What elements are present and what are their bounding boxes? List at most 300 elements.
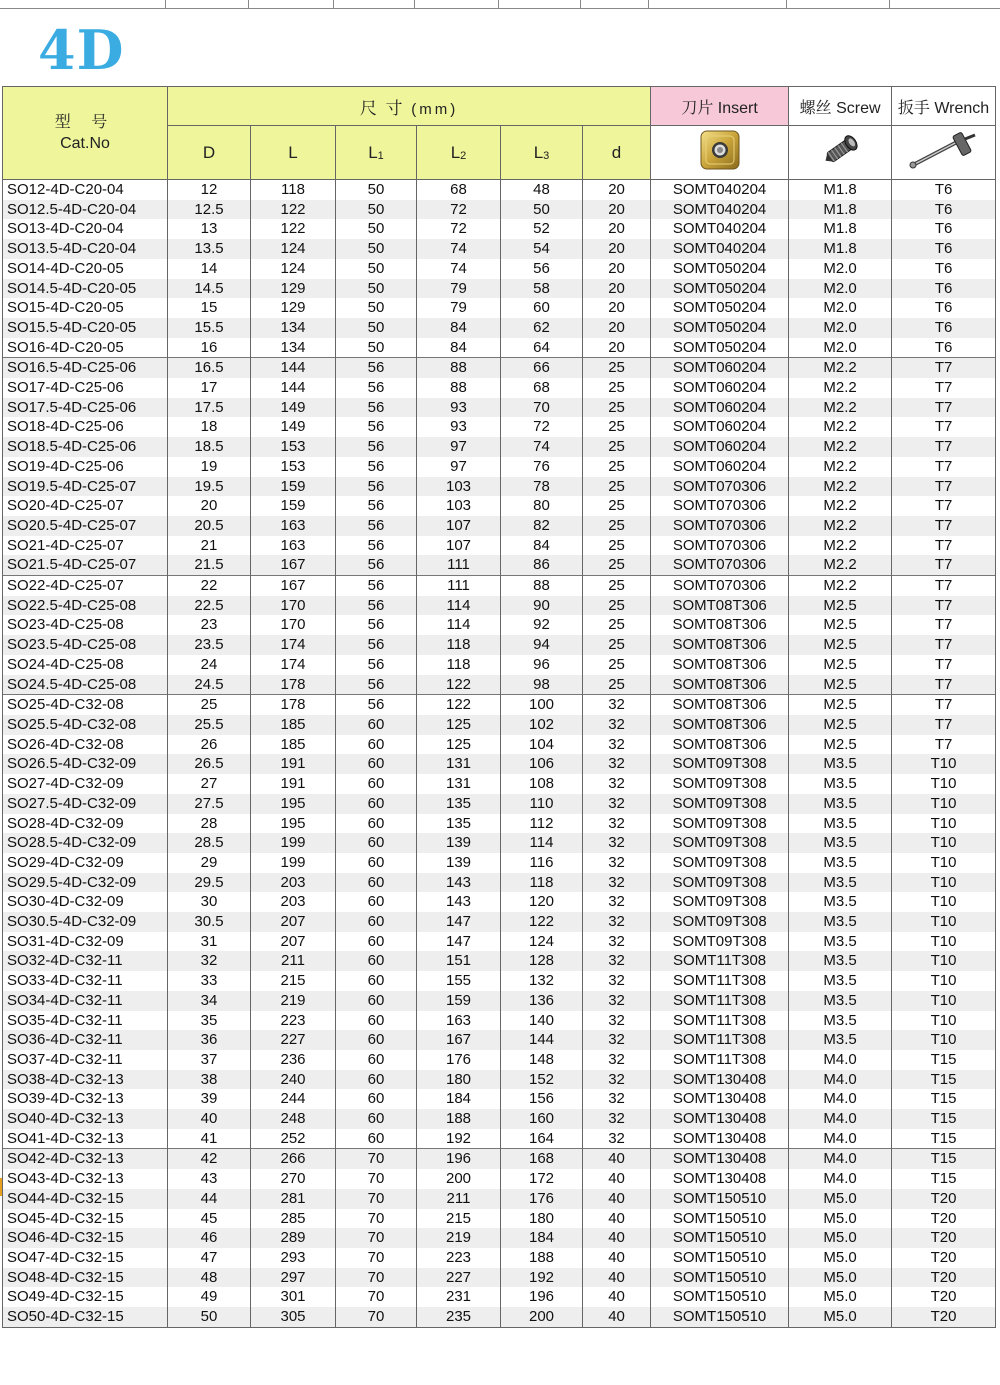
table-row [3, 675, 996, 695]
cell-L: 167 [251, 555, 336, 575]
cell-D: 20.5 [168, 516, 251, 536]
cell-insert: SOMT130408 [651, 1129, 789, 1149]
table-row [3, 180, 996, 200]
cell-screw: M3.5 [789, 932, 892, 952]
cell-L3: 164 [501, 1129, 583, 1149]
cell-cat-no: SO14-4D-C20-05 [3, 259, 168, 279]
table-row [3, 853, 996, 873]
cell-D: 22.5 [168, 596, 251, 616]
previous-table-edge [0, 0, 1000, 9]
cell-insert: SOMT060204 [651, 457, 789, 477]
cell-cat-no: SO40-4D-C32-13 [3, 1109, 168, 1129]
cell-D: 21 [168, 536, 251, 556]
cell-L1: 60 [336, 833, 417, 853]
cell-L1: 60 [336, 932, 417, 952]
cell-wrench: T20 [892, 1228, 996, 1248]
cell-L1: 56 [336, 417, 417, 437]
wrench-header: 扳手 Wrench [892, 87, 996, 126]
cell-L3: 172 [501, 1169, 583, 1189]
cell-wrench: T7 [892, 378, 996, 398]
cell-insert: SOMT11T308 [651, 1050, 789, 1070]
table-row [3, 596, 996, 616]
cell-cat-no: SO34-4D-C32-11 [3, 991, 168, 1011]
cell-wrench: T10 [892, 1030, 996, 1050]
cell-wrench: T7 [892, 675, 996, 695]
cell-D: 17 [168, 378, 251, 398]
cell-wrench: T6 [892, 298, 996, 318]
cell-wrench: T7 [892, 576, 996, 596]
cell-L2: 74 [417, 239, 501, 259]
cell-L: 227 [251, 1030, 336, 1050]
insert-image-cell [651, 126, 789, 180]
cell-wrench: T10 [892, 873, 996, 893]
cell-cat-no: SO42-4D-C32-13 [3, 1149, 168, 1169]
cell-d: 32 [583, 794, 651, 814]
cell-L1: 50 [336, 180, 417, 200]
cell-cat-no: SO47-4D-C32-15 [3, 1248, 168, 1268]
cell-d: 32 [583, 1050, 651, 1070]
cell-screw: M2.0 [789, 298, 892, 318]
cell-d: 25 [583, 516, 651, 536]
cell-L: 124 [251, 259, 336, 279]
cell-d: 32 [583, 912, 651, 932]
cell-cat-no: SO41-4D-C32-13 [3, 1129, 168, 1149]
cell-insert: SOMT130408 [651, 1149, 789, 1169]
cell-L: 167 [251, 576, 336, 596]
cell-L1: 56 [336, 496, 417, 516]
cell-wrench: T7 [892, 398, 996, 418]
cell-L2: 88 [417, 378, 501, 398]
cell-wrench: T20 [892, 1287, 996, 1307]
cell-cat-no: SO20.5-4D-C25-07 [3, 516, 168, 536]
cell-L: 144 [251, 378, 336, 398]
cell-L3: 100 [501, 695, 583, 715]
cell-L2: 118 [417, 635, 501, 655]
cell-wrench: T7 [892, 596, 996, 616]
cell-d: 32 [583, 932, 651, 952]
cell-d: 40 [583, 1149, 651, 1169]
cell-wrench: T10 [892, 951, 996, 971]
table-row [3, 1050, 996, 1070]
cell-L1: 56 [336, 398, 417, 418]
cell-L2: 135 [417, 814, 501, 834]
cell-L2: 196 [417, 1149, 501, 1169]
table-row [3, 1307, 996, 1327]
cell-L2: 97 [417, 457, 501, 477]
cell-D: 25.5 [168, 715, 251, 735]
cell-L: 185 [251, 715, 336, 735]
cell-wrench: T10 [892, 892, 996, 912]
cell-screw: M2.2 [789, 457, 892, 477]
spec-table [2, 86, 996, 1328]
cell-L3: 70 [501, 398, 583, 418]
cell-cat-no: SO31-4D-C32-09 [3, 932, 168, 952]
cell-L: 240 [251, 1070, 336, 1090]
cell-screw: M5.0 [789, 1268, 892, 1288]
cell-L2: 180 [417, 1070, 501, 1090]
table-row [3, 200, 996, 220]
cell-insert: SOMT050204 [651, 318, 789, 338]
cell-D: 15.5 [168, 318, 251, 338]
cell-cat-no: SO21-4D-C25-07 [3, 536, 168, 556]
cell-cat-no: SO14.5-4D-C20-05 [3, 279, 168, 299]
cell-D: 46 [168, 1228, 251, 1248]
cell-L1: 70 [336, 1169, 417, 1189]
cell-screw: M3.5 [789, 1030, 892, 1050]
cell-insert: SOMT060204 [651, 398, 789, 418]
cell-d: 32 [583, 1030, 651, 1050]
cell-d: 25 [583, 615, 651, 635]
cell-L3: 68 [501, 378, 583, 398]
cell-D: 20 [168, 496, 251, 516]
table-row [3, 1011, 996, 1031]
cell-L2: 184 [417, 1089, 501, 1109]
cell-D: 23.5 [168, 635, 251, 655]
cell-L: 124 [251, 239, 336, 259]
table-row [3, 615, 996, 635]
cell-wrench: T10 [892, 853, 996, 873]
cell-L3: 152 [501, 1070, 583, 1090]
cell-L: 266 [251, 1149, 336, 1169]
cell-L2: 215 [417, 1209, 501, 1229]
cell-L3: 122 [501, 912, 583, 932]
cell-screw: M2.5 [789, 635, 892, 655]
cell-L2: 111 [417, 555, 501, 575]
cat-no-header [3, 87, 168, 180]
cell-screw: M2.2 [789, 516, 892, 536]
cell-L1: 60 [336, 754, 417, 774]
cell-wrench: T7 [892, 536, 996, 556]
table-row [3, 991, 996, 1011]
cell-insert: SOMT050204 [651, 279, 789, 299]
cell-cat-no: SO18.5-4D-C25-06 [3, 437, 168, 457]
cell-D: 45 [168, 1209, 251, 1229]
cell-L3: 176 [501, 1189, 583, 1209]
cell-screw: M3.5 [789, 892, 892, 912]
table-row [3, 477, 996, 497]
cell-insert: SOMT09T308 [651, 814, 789, 834]
cell-d: 25 [583, 437, 651, 457]
cell-screw: M4.0 [789, 1149, 892, 1169]
cell-wrench: T15 [892, 1109, 996, 1129]
cell-screw: M2.2 [789, 398, 892, 418]
cell-L1: 50 [336, 239, 417, 259]
cell-L3: 114 [501, 833, 583, 853]
cell-D: 49 [168, 1287, 251, 1307]
cell-d: 32 [583, 991, 651, 1011]
cell-screw: M3.5 [789, 873, 892, 893]
cell-d: 32 [583, 754, 651, 774]
cell-L1: 56 [336, 457, 417, 477]
cell-screw: M2.2 [789, 536, 892, 556]
cell-d: 40 [583, 1268, 651, 1288]
cell-wrench: T10 [892, 932, 996, 952]
cell-d: 32 [583, 814, 651, 834]
cell-L: 203 [251, 892, 336, 912]
cell-d: 20 [583, 259, 651, 279]
cell-D: 44 [168, 1189, 251, 1209]
cell-L3: 72 [501, 417, 583, 437]
table-row [3, 892, 996, 912]
cell-L1: 60 [336, 715, 417, 735]
cell-D: 19.5 [168, 477, 251, 497]
cell-L2: 167 [417, 1030, 501, 1050]
cell-screw: M2.5 [789, 695, 892, 715]
cell-cat-no: SO30-4D-C32-09 [3, 892, 168, 912]
cell-wrench: T15 [892, 1089, 996, 1109]
cell-D: 18 [168, 417, 251, 437]
cell-L2: 163 [417, 1011, 501, 1031]
cell-wrench: T6 [892, 259, 996, 279]
cell-d: 32 [583, 1089, 651, 1109]
cell-cat-no: SO27-4D-C32-09 [3, 774, 168, 794]
cell-L1: 70 [336, 1307, 417, 1327]
cell-L: 289 [251, 1228, 336, 1248]
cell-d: 20 [583, 318, 651, 338]
insert-header: 刀片 Insert [651, 87, 789, 126]
cell-L2: 103 [417, 496, 501, 516]
cell-L: 297 [251, 1268, 336, 1288]
cell-d: 32 [583, 892, 651, 912]
cell-d: 20 [583, 239, 651, 259]
cell-d: 32 [583, 873, 651, 893]
table-row [3, 1169, 996, 1189]
table-row [3, 239, 996, 259]
cell-insert: SOMT040204 [651, 200, 789, 220]
cell-cat-no: SO25-4D-C32-08 [3, 695, 168, 715]
cell-cat-no: SO26-4D-C32-08 [3, 735, 168, 755]
cell-screw: M1.8 [789, 200, 892, 220]
cell-cat-no: SO15-4D-C20-05 [3, 298, 168, 318]
table-row [3, 555, 996, 575]
cell-screw: M5.0 [789, 1307, 892, 1327]
cell-L1: 60 [336, 1030, 417, 1050]
cell-L: 178 [251, 695, 336, 715]
cell-L: 199 [251, 833, 336, 853]
col-header-L1-sub: 1 [377, 149, 384, 162]
table-row [3, 814, 996, 834]
cell-L2: 223 [417, 1248, 501, 1268]
cell-d: 20 [583, 219, 651, 239]
cell-wrench: T10 [892, 912, 996, 932]
cell-L2: 74 [417, 259, 501, 279]
cat-no-header-zh: 型 号 [54, 114, 116, 131]
col-header-L3-base: L [533, 142, 544, 162]
cell-D: 40 [168, 1109, 251, 1129]
col-header-L3 [501, 126, 583, 180]
cell-insert: SOMT08T306 [651, 695, 789, 715]
cell-L3: 140 [501, 1011, 583, 1031]
cell-cat-no: SO44-4D-C32-15 [3, 1189, 168, 1209]
cell-L: 195 [251, 814, 336, 834]
cell-D: 33 [168, 971, 251, 991]
cell-L1: 56 [336, 477, 417, 497]
cell-L: 149 [251, 417, 336, 437]
cell-L1: 50 [336, 298, 417, 318]
cell-L: 170 [251, 596, 336, 616]
cell-screw: M1.8 [789, 219, 892, 239]
cell-d: 25 [583, 675, 651, 695]
cell-wrench: T15 [892, 1169, 996, 1189]
cell-cat-no: SO45-4D-C32-15 [3, 1209, 168, 1229]
cell-cat-no: SO19.5-4D-C25-07 [3, 477, 168, 497]
cell-L: 219 [251, 991, 336, 1011]
cell-cat-no: SO22-4D-C25-07 [3, 576, 168, 596]
cell-D: 27.5 [168, 794, 251, 814]
cell-L: 293 [251, 1248, 336, 1268]
cell-screw: M3.5 [789, 1011, 892, 1031]
cell-insert: SOMT040204 [651, 180, 789, 200]
cell-d: 40 [583, 1228, 651, 1248]
cell-D: 12 [168, 180, 251, 200]
cell-cat-no: SO25.5-4D-C32-08 [3, 715, 168, 735]
cell-screw: M4.0 [789, 1050, 892, 1070]
cell-wrench: T7 [892, 715, 996, 735]
cell-wrench: T6 [892, 239, 996, 259]
cell-L1: 50 [336, 318, 417, 338]
cell-insert: SOMT09T308 [651, 794, 789, 814]
cell-wrench: T7 [892, 615, 996, 635]
cell-L3: 128 [501, 951, 583, 971]
cell-L3: 54 [501, 239, 583, 259]
cell-wrench: T10 [892, 1011, 996, 1031]
cell-d: 32 [583, 833, 651, 853]
cell-L1: 56 [336, 695, 417, 715]
table-row [3, 457, 996, 477]
cell-wrench: T15 [892, 1050, 996, 1070]
cell-cat-no: SO29.5-4D-C32-09 [3, 873, 168, 893]
cell-L1: 60 [336, 774, 417, 794]
cell-L2: 176 [417, 1050, 501, 1070]
cell-D: 34 [168, 991, 251, 1011]
cell-L: 244 [251, 1089, 336, 1109]
cell-D: 24.5 [168, 675, 251, 695]
cell-d: 20 [583, 338, 651, 358]
cell-d: 25 [583, 555, 651, 575]
cell-cat-no: SO13-4D-C20-04 [3, 219, 168, 239]
cell-insert: SOMT060204 [651, 417, 789, 437]
cell-L3: 80 [501, 496, 583, 516]
cell-L: 215 [251, 971, 336, 991]
cell-L1: 60 [336, 794, 417, 814]
cell-L1: 56 [336, 675, 417, 695]
cell-insert: SOMT11T308 [651, 991, 789, 1011]
cell-wrench: T10 [892, 991, 996, 1011]
cell-insert: SOMT150510 [651, 1228, 789, 1248]
cell-L1: 70 [336, 1287, 417, 1307]
cell-L: 178 [251, 675, 336, 695]
cell-L2: 93 [417, 417, 501, 437]
table-row [3, 1030, 996, 1050]
table-row [3, 378, 996, 398]
cell-L2: 159 [417, 991, 501, 1011]
cell-D: 17.5 [168, 398, 251, 418]
cell-L2: 93 [417, 398, 501, 418]
dimension-header [168, 87, 651, 126]
cell-screw: M4.0 [789, 1129, 892, 1149]
cell-wrench: T6 [892, 318, 996, 338]
cell-d: 25 [583, 457, 651, 477]
table-row [3, 259, 996, 279]
cell-wrench: T10 [892, 774, 996, 794]
table-row [3, 833, 996, 853]
cell-insert: SOMT070306 [651, 536, 789, 556]
cell-L2: 139 [417, 853, 501, 873]
cell-L2: 131 [417, 774, 501, 794]
col-header-L3-sub: 3 [543, 149, 550, 162]
cell-insert: SOMT060204 [651, 378, 789, 398]
cell-L: 211 [251, 951, 336, 971]
cell-L: 305 [251, 1307, 336, 1327]
cell-D: 12.5 [168, 200, 251, 220]
table-row [3, 398, 996, 418]
cell-L1: 60 [336, 1070, 417, 1090]
cell-d: 40 [583, 1209, 651, 1229]
cell-L3: 56 [501, 259, 583, 279]
cell-D: 25 [168, 695, 251, 715]
cell-D: 13.5 [168, 239, 251, 259]
cell-d: 25 [583, 536, 651, 556]
table-row [3, 279, 996, 299]
cell-d: 32 [583, 951, 651, 971]
cell-L1: 60 [336, 971, 417, 991]
cell-cat-no: SO13.5-4D-C20-04 [3, 239, 168, 259]
cell-insert: SOMT070306 [651, 516, 789, 536]
cell-d: 32 [583, 1070, 651, 1090]
table-row [3, 1228, 996, 1248]
cell-screw: M5.0 [789, 1287, 892, 1307]
cell-D: 26 [168, 735, 251, 755]
cell-L2: 235 [417, 1307, 501, 1327]
cell-L: 207 [251, 912, 336, 932]
cell-cat-no: SO46-4D-C32-15 [3, 1228, 168, 1248]
cell-D: 41 [168, 1129, 251, 1149]
cell-L2: 227 [417, 1268, 501, 1288]
cell-D: 14.5 [168, 279, 251, 299]
cell-L1: 60 [336, 853, 417, 873]
cell-L2: 84 [417, 338, 501, 358]
cell-L3: 188 [501, 1248, 583, 1268]
cell-L2: 114 [417, 615, 501, 635]
cell-L2: 72 [417, 219, 501, 239]
cell-L: 122 [251, 200, 336, 220]
cell-screw: M2.5 [789, 735, 892, 755]
cell-L3: 50 [501, 200, 583, 220]
cell-L: 153 [251, 457, 336, 477]
cell-L: 203 [251, 873, 336, 893]
cell-L: 159 [251, 477, 336, 497]
cell-D: 21.5 [168, 555, 251, 575]
table-row [3, 358, 996, 378]
cell-wrench: T6 [892, 279, 996, 299]
cell-d: 32 [583, 715, 651, 735]
cell-L1: 60 [336, 892, 417, 912]
cell-d: 25 [583, 378, 651, 398]
cell-cat-no: SO24.5-4D-C25-08 [3, 675, 168, 695]
cell-screw: M2.2 [789, 437, 892, 457]
cell-screw: M2.0 [789, 279, 892, 299]
cell-wrench: T20 [892, 1307, 996, 1327]
cell-d: 32 [583, 774, 651, 794]
cell-L3: 196 [501, 1287, 583, 1307]
cell-L: 129 [251, 279, 336, 299]
cell-d: 40 [583, 1307, 651, 1327]
cell-d: 32 [583, 853, 651, 873]
cell-cat-no: SO35-4D-C32-11 [3, 1011, 168, 1031]
cell-insert: SOMT11T308 [651, 971, 789, 991]
cell-wrench: T20 [892, 1209, 996, 1229]
cell-L: 236 [251, 1050, 336, 1070]
